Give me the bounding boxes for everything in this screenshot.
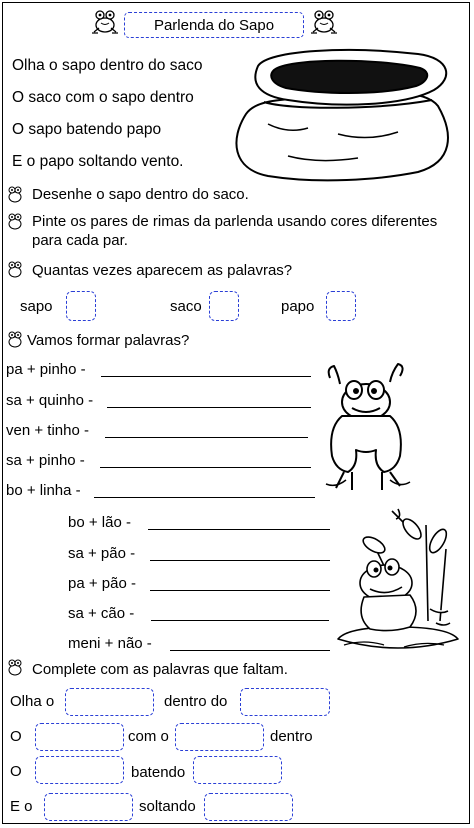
complete-text: batendo: [131, 764, 186, 781]
complete-text: dentro: [270, 728, 313, 745]
complete-answer-box[interactable]: [44, 793, 133, 821]
word-item: bo + linha -: [6, 482, 81, 499]
instruction-paint: Pinte os pares de rimas da parlenda usando cores diferentes: [32, 213, 438, 230]
complete-answer-box[interactable]: [175, 723, 264, 751]
frog-icon: [5, 329, 25, 349]
complete-text: O: [10, 728, 22, 745]
frog-icon: [90, 6, 120, 36]
word-item: meni + não -: [68, 635, 152, 652]
answer-line[interactable]: [148, 529, 330, 530]
frog-icon: [309, 6, 339, 36]
count-answer-box[interactable]: [66, 291, 96, 321]
word-item: bo + lão -: [68, 514, 131, 531]
answer-line[interactable]: [170, 650, 330, 651]
complete-answer-box[interactable]: [240, 688, 330, 716]
complete-text: Olha o: [10, 693, 55, 710]
word-item: sa + pão -: [68, 545, 136, 562]
instruction-form: Vamos formar palavras?: [27, 332, 190, 349]
count-word-label: sapo: [20, 298, 53, 315]
frog-icon: [5, 259, 25, 279]
answer-line[interactable]: [107, 407, 311, 408]
verse-line: O sapo batendo papo: [12, 121, 162, 138]
count-answer-box[interactable]: [209, 291, 239, 321]
page-title: Parlenda do Sapo: [124, 12, 304, 38]
answer-line[interactable]: [94, 497, 315, 498]
complete-text: dentro do: [164, 693, 228, 710]
complete-answer-box[interactable]: [65, 688, 154, 716]
complete-text: E o: [10, 798, 33, 815]
jumping-frog-illustration: [316, 360, 416, 500]
instruction-complete: Complete com as palavras que faltam.: [32, 661, 288, 678]
answer-line[interactable]: [101, 376, 311, 377]
complete-text: soltando: [139, 798, 196, 815]
answer-line[interactable]: [150, 560, 330, 561]
word-item: sa + quinho -: [6, 392, 94, 409]
instruction-paint-cont: para cada par.: [32, 232, 128, 249]
word-item: pa + pão -: [68, 575, 136, 592]
word-item: ven + tinho -: [6, 422, 89, 439]
verse-line: O saco com o sapo dentro: [12, 89, 194, 106]
complete-text: com o: [128, 728, 169, 745]
verse-line: E o papo soltando vento.: [12, 153, 184, 170]
complete-answer-box[interactable]: [204, 793, 293, 821]
sack-illustration: [228, 44, 460, 184]
count-word-label: saco: [170, 298, 202, 315]
complete-text: O: [10, 763, 22, 780]
frog-icon: [5, 657, 25, 677]
word-item: pa + pinho -: [6, 361, 86, 378]
instruction-count: Quantas vezes aparecem as palavras?: [32, 262, 293, 279]
complete-answer-box[interactable]: [35, 756, 124, 784]
frog-icon: [5, 211, 25, 231]
word-item: sa + cão -: [68, 605, 135, 622]
frog-icon: [5, 184, 25, 204]
count-answer-box[interactable]: [326, 291, 356, 321]
word-item: sa + pinho -: [6, 452, 85, 469]
instruction-draw: Desenhe o sapo dentro do saco.: [32, 186, 249, 203]
pond-frog-illustration: [334, 505, 466, 655]
answer-line[interactable]: [151, 620, 329, 621]
answer-line[interactable]: [100, 467, 311, 468]
complete-answer-box[interactable]: [35, 723, 124, 751]
complete-answer-box[interactable]: [193, 756, 282, 784]
count-word-label: papo: [281, 298, 315, 315]
answer-line[interactable]: [105, 437, 308, 438]
verse-line: Olha o sapo dentro do saco: [12, 57, 203, 74]
answer-line[interactable]: [150, 590, 330, 591]
